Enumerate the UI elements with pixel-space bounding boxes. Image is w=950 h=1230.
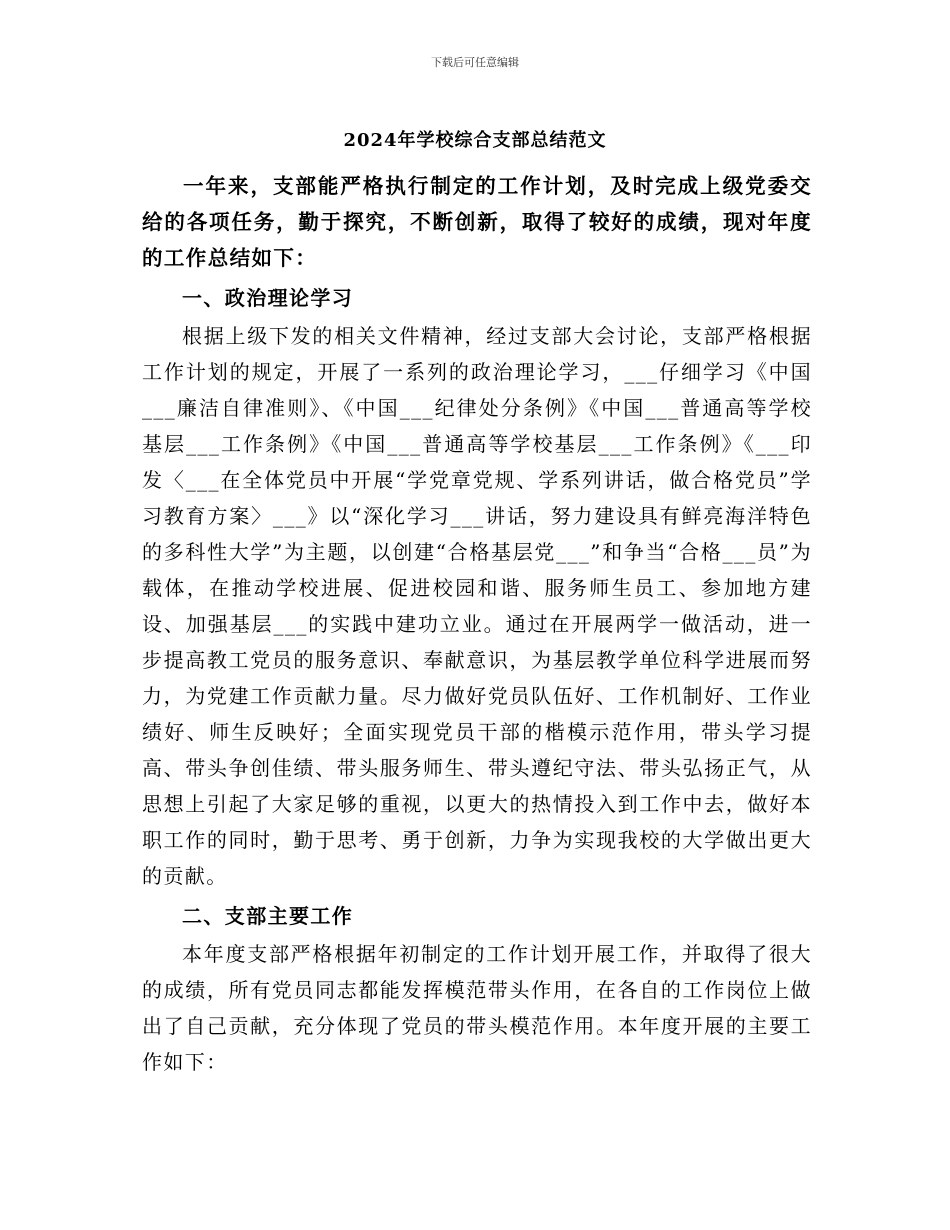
- body-paragraph-political-study: 根据上级下发的相关文件精神，经过支部大会讨论，支部严格根据工作计划的规定，开展了一系列的政治理论学习，___仔细学习《中国___廉洁自律准则》、《中国___纪律处分条例》《中国___普通高等学校基层___工作条例》《中国___普通高等学校基层___工作条例》《___印发〈___在全体党员中开展“学党章党规、学系列讲话，做合格党员”学习教育方案〉___》以“深化学习___讲话，努力建设具有鲜亮海洋特色的多科性大学”为主题，以创建“合格基层党___”和争当“合格___员”为载体，在推动学校进展、促进校园和谐、服务师生员工、参加地方建设、加强基层___的实践中建功立业。通过在开展两学一做活动，进一步提高教工党员的服务意识、奉献意识，为基层教学单位科学进展而努力，为党建工作贡献力量。尽力做好党员队伍好、工作机制好、工作业绩好、师生反映好；全面实现党员干部的楷模示范作用，带头学习提高、带头争创佳绩、带头服务师生、带头遵纪守法、带头弘扬正气，从思想上引起了大家足够的重视，以更大的热情投入到工作中去，做好本职工作的同时，勤于思考、勇于创新，力争为实现我校的大学做出更大的贡献。: [142, 324, 812, 888]
- intro-paragraph: 一年来，支部能严格执行制定的工作计划，及时完成上级党委交给的各项任务，勤于探究，不断创新，取得了较好的成绩，现对年度的工作总结如下：: [142, 174, 812, 270]
- page-header-note: 下载后可任意编辑: [431, 56, 519, 69]
- document-body: [142, 168, 812, 1080]
- body-paragraph-main-work: 本年度支部严格根据年初制定的工作计划开展工作，并取得了很大的成绩，所有党员同志都能发挥模范带头作用，在各自的工作岗位上做出了自己贡献，充分体现了党员的带头模范作用。本年度开展的主要工作如下：: [142, 942, 812, 1074]
- section-heading-main-work: 二、支部主要工作: [182, 904, 354, 928]
- document-title: 2024年学校综合支部总结范文: [343, 130, 607, 151]
- section-heading-political-study: 一、政治理论学习: [182, 286, 354, 310]
